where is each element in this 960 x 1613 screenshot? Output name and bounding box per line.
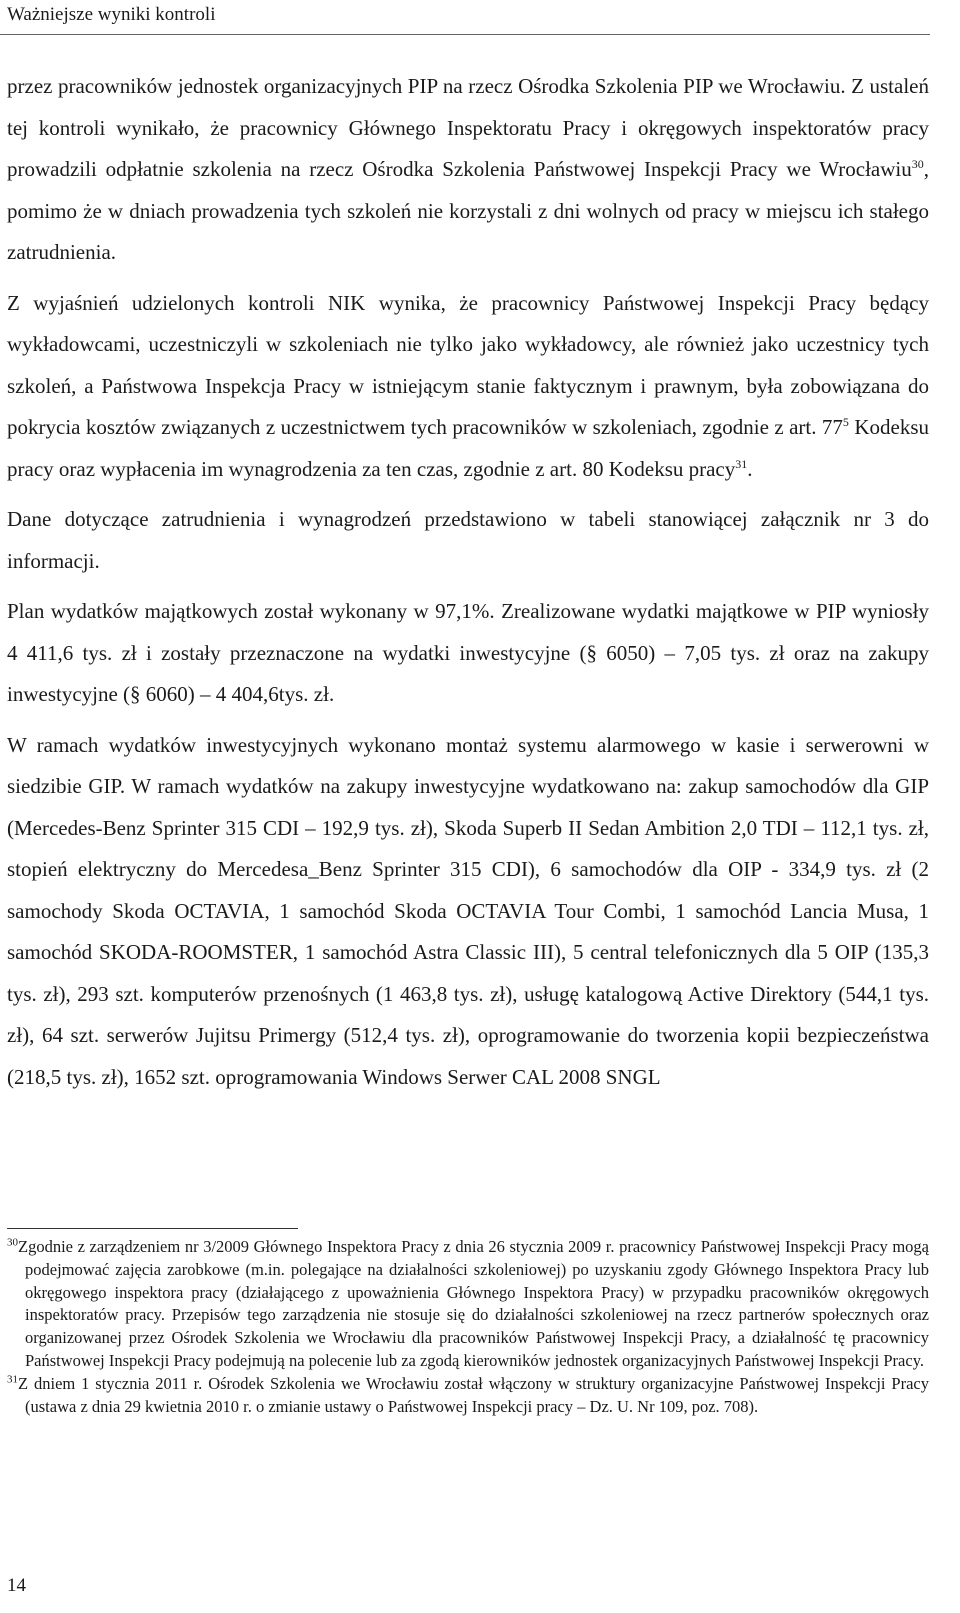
footnote-text: Zgodnie z zarządzeniem nr 3/2009 Głównego Inspektora Pracy z dnia 26 stycznia 2009 r. pracownicy Państwowej Inspekcji Pracy mogą podejmować zajęcia zarobkowe (m.in. polegające na działalności szkoleniowej) po uzyskaniu zgody Głównego Inspektora Pracy lub okręgowego inspektora pracy (działającego z upoważnienia Głównego Inspektora Pracy) w przypadku pracowników okręgowych inspektoratów pracy. Przepisów tego zarządzenia nie stosuje się do działalności szkoleniowej na rzecz partnerów społecznych oraz organizowanej przez Ośrodek Szkolenia we Wrocławiu dla pracowników Państwowej Inspekcji Pracy, a działalność tę pracownicy Państwowej Inspekcji Pracy podejmują na polecenie lub za zgodą kierowników jednostek organizacyjnych Państwowej Inspekcji Pracy. xyxy=(18,1237,929,1370)
main-text xyxy=(7,66,929,1102)
paragraph-2-text-b: Kodeksu pracy oraz wypłacenia im wynagrodzenia za ten czas, zgodnie z art. 80 Kodeksu pracy xyxy=(7,415,929,481)
footnote-separator xyxy=(7,1228,298,1229)
footnote-30 xyxy=(7,1236,929,1373)
paragraph-4: Plan wydatków majątkowych został wykonany w 97,1%. Zrealizowane wydatki majątkowe w PIP wyniosły 4 411,6 tys. zł i zostały przeznaczone na wydatki inwestycyjne (§ 6050) – 7,05 tys. zł oraz na zakupy inwestycyjne (§ 6060) – 4 404,6tys. zł. xyxy=(7,599,929,706)
paragraph-2-text-a: Z wyjaśnień udzielonych kontroli NIK wynika, że pracownicy Państwowej Inspekcji Pracy będący wykładowcami, uczestniczyli w szkoleniach nie tylko jako wykładowcy, ale również jako uczestnicy tych szkoleń, a Państwowa Inspekcja Pracy w istniejącym stanie faktycznym i prawnym, była zobowiązana do pokrycia kosztów związanych z uczestnictwem tych pracowników w szkoleniach, zgodnie z art. 77 xyxy=(7,290,929,439)
footnote-number: 31 xyxy=(7,1373,18,1386)
paragraph-2-text-c: . xyxy=(747,456,753,481)
running-header xyxy=(0,0,930,35)
paragraph-3: Dane dotyczące zatrudnienia i wynagrodzeń przedstawiono w tabeli stanowiącej załącznik nr 3 do informacji. xyxy=(7,507,929,573)
paragraph-1-text-b: , pomimo że w dniach prowadzenia tych szkoleń nie korzystali z dni wolnych od pracy w miejscu ich stałego zatrudnienia. xyxy=(7,157,929,264)
paragraph-2 xyxy=(7,283,929,491)
footnote-ref-30[interactable]: 30 xyxy=(911,157,924,171)
footnote-text: Z dniem 1 stycznia 2011 r. Ośrodek Szkolenia we Wrocławiu został włączony w struktury organizacyjne Państwowej Inspekcji Pracy (ustawa z dnia 29 kwietnia 2010 r. o zmianie ustawy o Państwowej Inspekcji pracy – Dz. U. Nr 109, poz. 708). xyxy=(18,1373,929,1416)
article-superscript: 5 xyxy=(842,415,849,429)
paragraph-1-text-a: przez pracowników jednostek organizacyjnych PIP na rzecz Ośrodka Szkolenia PIP we Wrocławiu. Z ustaleń tej kontroli wynikało, że pracownicy Głównego Inspektoratu Pracy i okręgowych inspektoratów pracy prowadzili odpłatnie szkolenia na rzecz Ośrodka Szkolenia Państwowej Inspekcji Pracy we Wrocławiu xyxy=(7,74,929,181)
footnote-number: 30 xyxy=(7,1236,18,1249)
footnotes xyxy=(7,1236,929,1418)
header-title: Ważniejsze wyniki kontroli xyxy=(7,4,216,25)
paragraph-5: W ramach wydatków inwestycyjnych wykonano montaż systemu alarmowego w kasie i serwerowni w siedzibie GIP. W ramach wydatków na zakupy inwestycyjne wydatkowano na: zakup samochodów dla GIP (Mercedes-Benz Sprinter 315 CDI – 192,9 tys. zł), Skoda Superb II Sedan Ambition 2,0 TDI – 112,1 tys. zł, stopień elektryczny do Mercedesa_Benz Sprinter 315 CDI), 6 samochodów dla OIP - 334,9 tys. zł (2 samochody Skoda OCTAVIA, 1 samochód Skoda OCTAVIA Tour Combi, 1 samochód Lancia Musa, 1 samochód SKODA-ROOMSTER, 1 samochód Astra Classic III), 5 central telefonicznych dla 5 OIP (135,3 tys. zł), 293 szt. komputerów przenośnych (1 463,8 tys. zł), usługę katalogową Active Direktory (544,1 tys. zł), 64 szt. serwerów Jujitsu Primergy (512,4 tys. zł), oprogramowanie do tworzenia kopii bezpieczeństwa (218,5 tys. zł), 1652 szt. oprogramowania Windows Serwer CAL 2008 SNGL xyxy=(7,732,929,1089)
page-number: 14 xyxy=(7,1575,26,1596)
paragraph-1 xyxy=(7,66,929,274)
footnote-ref-31[interactable]: 31 xyxy=(735,456,748,471)
footnote-31 xyxy=(7,1373,929,1419)
